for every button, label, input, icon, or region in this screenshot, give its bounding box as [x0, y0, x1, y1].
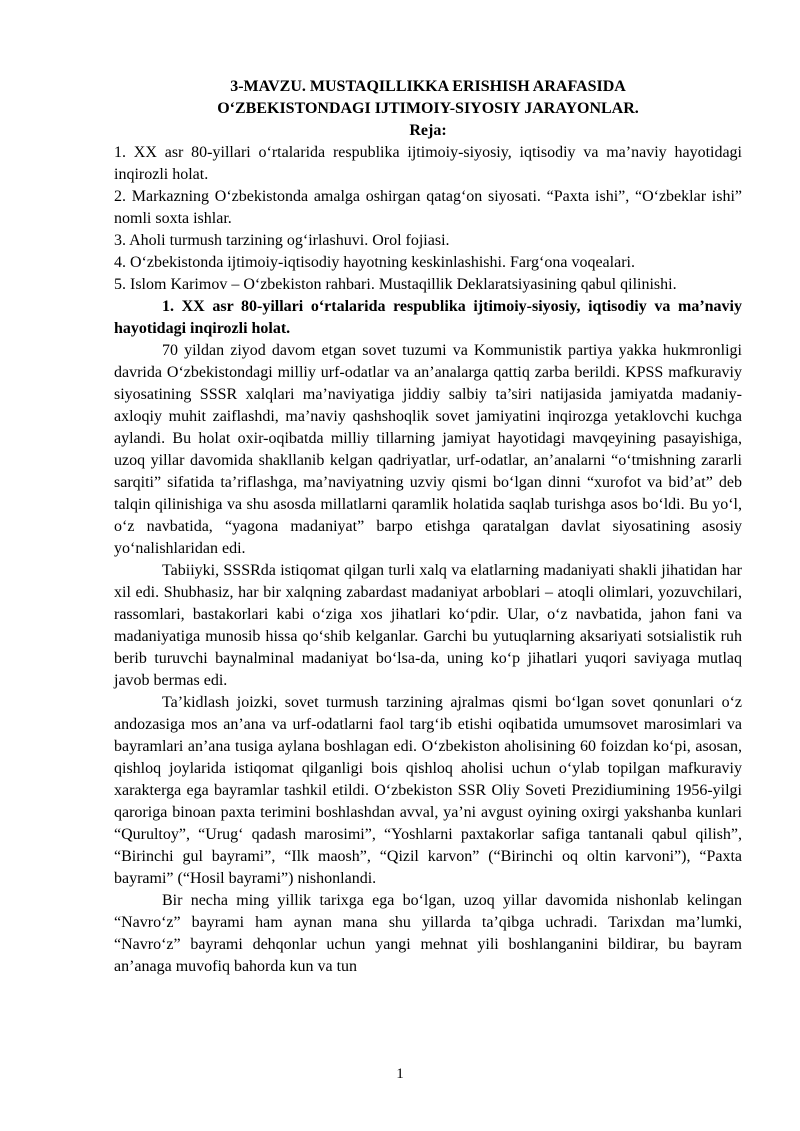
paragraph-1: 70 yildan ziyod davom etgan sovet tuzumi va Kommunistik partiya yakka hukmronligi davrida O‘zbekistondagi milliy urf-odatlar va an’analarga qattiq zarba berildi. KPSS mafkuraviy siyosatining SSSR xalqlari ma’naviyatiga jiddiy salbiy ta’siri natijasida jamiyatda madaniy-axloqiy muhit zaiflashdi, ma’naviy qashshoqlik sovet jamiyatini inqirozga yetaklovchi kuchga aylandi. Bu holat oxir-oqibatda milliy tillarning jamiyat hayotidagi mavqeyining pasayishiga, uzoq yillar davomida shakllanib kelgan qadriyatlar, urf-odatlar, an’analarni “o‘tmishning zararli sarqiti” sifatida ta’riflashga, ma’naviyatning uzviy qismi bo‘lgan dinni “xurofot va bid’at” deb talqin qilinishiga va shu asosda millatlarni qaramlik holatida saqlab turishga asos bo‘ldi. Bu yo‘l, o‘z navbatida, “yagona madaniyat” barpo etishga qaratalgan davlat siyosatining asosiy yo‘nalishlaridan edi.	[114, 342, 742, 557]
paragraph-2: Tabiiyki, SSSRda istiqomat qilgan turli xalq va elatlarning madaniyati shakli jihatidan har xil edi. Shubhasiz, har bir xalqning zabardast madaniyat arboblari – atoqli olimlari, yozuvchilari, rassomlari, bastakorlari kabi o‘ziga xos jihatlari ko‘pdir. Ular, o‘z navbatida, jahon fani va madaniyatiga munosib hissa qo‘shib kelganlar. Garchi bu yutuqlarning aksariyati sotsialistik ruh berib turuvchi baynalminal madaniyat bo‘lsa-da, uning ko‘p jihatlari yuqori saviyaga mutlaq javob bermas edi.	[114, 562, 742, 689]
section-1-title: 1. XX asr 80-yillari o‘rtalarida respublika ijtimoiy-siyosiy, iqtisodiy va ma’naviy hayotidagi inqirozli holat.	[114, 298, 742, 337]
document-title-line-1: 3-MAVZU. MUSTAQILLIKKA ERISHISH ARAFASIDA	[230, 78, 626, 95]
page-number: 1	[396, 1066, 404, 1082]
plan-heading: Reja:	[409, 122, 447, 139]
plan-item-1: 1. XX asr 80-yillari o‘rtalarida respublika ijtimoiy-siyosiy, iqtisodiy va ma’naviy hayotidagi inqirozli holat.	[114, 144, 742, 183]
paragraph-3: Ta’kidlash joizki, sovet turmush tarzining ajralmas qismi bo‘lgan sovet qonunlari o‘z andozasiga mos an’ana va urf-odatlarni faol targ‘ib etishi oqibatida umumsovet marosimlari va bayramlari an’ana tusiga aylana boshlagan edi. O‘zbekiston aholisining 60 foizdan ko‘pi, asosan, qishloq joylarida istiqomat qilganligi bois qishloq aholisi uchun o‘ylab topilgan mafkuraviy xarakterga ega bayramlar tashkil etildi. O‘zbekiston SSR Oliy Soveti Prezidiumining 1956-yilgi qaroriga binoan paxta terimini boshlashdan avval, ya’ni avgust oyining oxirgi yakshanba kunlari “Qurultoy”, “Urug‘ qadash marosimi”, “Yoshlarni paxtakorlar safiga tantanali qabul qilish”, “Birinchi gul bayrami”, “Ilk maosh”, “Qizil karvon” (“Birinchi oq oltin karvoni”), “Paxta bayrami” (“Hosil bayrami”) nishonlandi.	[114, 694, 742, 887]
plan-item-5: 5. Islom Karimov – O‘zbekiston rahbari. Mustaqillik Deklaratsiyasining qabul qilinishi.	[114, 276, 677, 293]
plan-item-4: 4. O‘zbekistonda ijtimoiy-iqtisodiy hayotning keskinlashishi. Farg‘ona voqealari.	[114, 254, 635, 271]
plan-item-3: 3. Aholi turmush tarzining og‘irlashuvi. Orol fojiasi.	[114, 232, 450, 249]
paragraph-4: Bir necha ming yillik tarixga ega bo‘lgan, uzoq yillar davomida nishonlab kelingan “Navro‘z” bayrami ham aynan mana shu yillarda ta’qibga uchradi. Tarixdan ma’lumki, “Navro‘z” bayrami dehqonlar uchun yangi mehnat yili boshlanganini bildirar, bu bayram an’anaga muvofiq bahorda kun va tun	[114, 892, 742, 975]
document-page	[114, 76, 742, 978]
plan-item-2: 2. Markazning O‘zbekistonda amalga oshirgan qatag‘on siyosati. “Paxta ishi”, “O‘zbeklar ishi” nomli soxta ishlar.	[114, 188, 742, 227]
document-title-line-2: O‘ZBEKISTONDAGI IJTIMOIY-SIYOSIY JARAYONLAR.	[217, 100, 639, 117]
